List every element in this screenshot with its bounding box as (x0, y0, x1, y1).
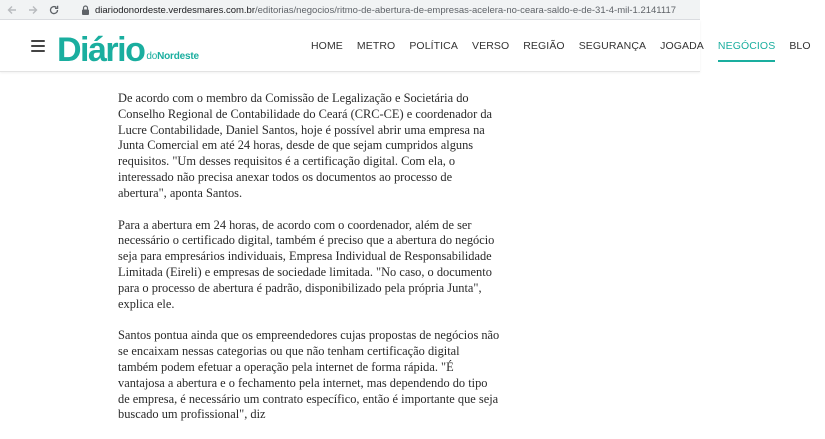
menu-item-home[interactable]: HOME (311, 40, 343, 52)
address-bar[interactable] (78, 2, 700, 18)
site-logo[interactable] (57, 27, 199, 67)
arrow-left-icon[interactable] (3, 1, 21, 19)
lock-icon[interactable] (78, 3, 92, 17)
arrow-right-icon[interactable] (24, 1, 42, 19)
menu-item-jogada[interactable]: JOGADA (660, 40, 704, 52)
main-menu (311, 40, 825, 62)
reload-icon[interactable] (45, 1, 63, 19)
article-body (118, 91, 500, 439)
url-text (95, 5, 676, 16)
logo-main-text: Diário (57, 31, 145, 69)
menu-item-blogs[interactable]: BLO (789, 40, 811, 52)
menu-item-metro[interactable]: METRO (356, 40, 396, 52)
url-host: diariodonordeste.verdesmares.com.br (95, 4, 255, 16)
article-paragraph: Santos pontua ainda que os empreendedores cujas propostas de negócios não se encaixam nessas categorias ou que não tenham certificação digital também podem efetuar a operação pela internet de forma rápida. "É vantajosa a abertura e o fechamento pela internet, mas dependendo do tipo de empresa, é necessário um contrato específico, então é importante que seja buscado um profissional", diz (118, 328, 500, 422)
menu-item-seguranca[interactable]: SEGURANÇA (578, 40, 647, 52)
site-header (0, 20, 811, 72)
logo-sub-prefix: do (146, 51, 158, 62)
browser-toolbar (0, 0, 700, 20)
logo-sub-bold: Nordeste (157, 51, 199, 62)
logo-sub-text (146, 51, 198, 62)
url-path: /editorias/negocios/ritmo-de-abertura-de-empresas-acelera-no-ceara-saldo-e-de-31-4-mil-1.2141117 (255, 4, 677, 16)
article-paragraph: Para a abertura em 24 horas, de acordo com o coordenador, além de ser necessário o certificado digital, também é preciso que a abertura do negócio seja para empresários individuais, Empresa Individual de Responsabilidade Limitada (Eireli) e empresas de sociedade limitada. "No caso, o documento para o processo de abertura é padrão, disponibilizado pela própria Junta", explica ele. (118, 217, 495, 311)
menu-item-negocios[interactable]: NEGÓCIOS (718, 40, 775, 62)
menu-item-politica[interactable]: POLÍTICA (409, 40, 458, 52)
article-paragraph: De acordo com o membro da Comissão de Legalização e Societária do Conselho Regional de Contabilidade do Ceará (CRC-CE) e coordenador da Lucre Contabilidade, Daniel Santos, hoje é possível abrir uma empresa na Junta Comercial em até 24 horas, desde de que sejam cumpridos alguns requisitos. "Um desses requisitos é a certificação digital. Com ela, o interessado não precisa anexar todos os documentos ao processo de abertura", aponta Santos. (118, 91, 493, 200)
hamburger-menu-icon[interactable] (31, 40, 45, 52)
menu-item-regiao[interactable]: REGIÃO (523, 40, 565, 52)
menu-item-verso[interactable]: VERSO (471, 40, 510, 52)
